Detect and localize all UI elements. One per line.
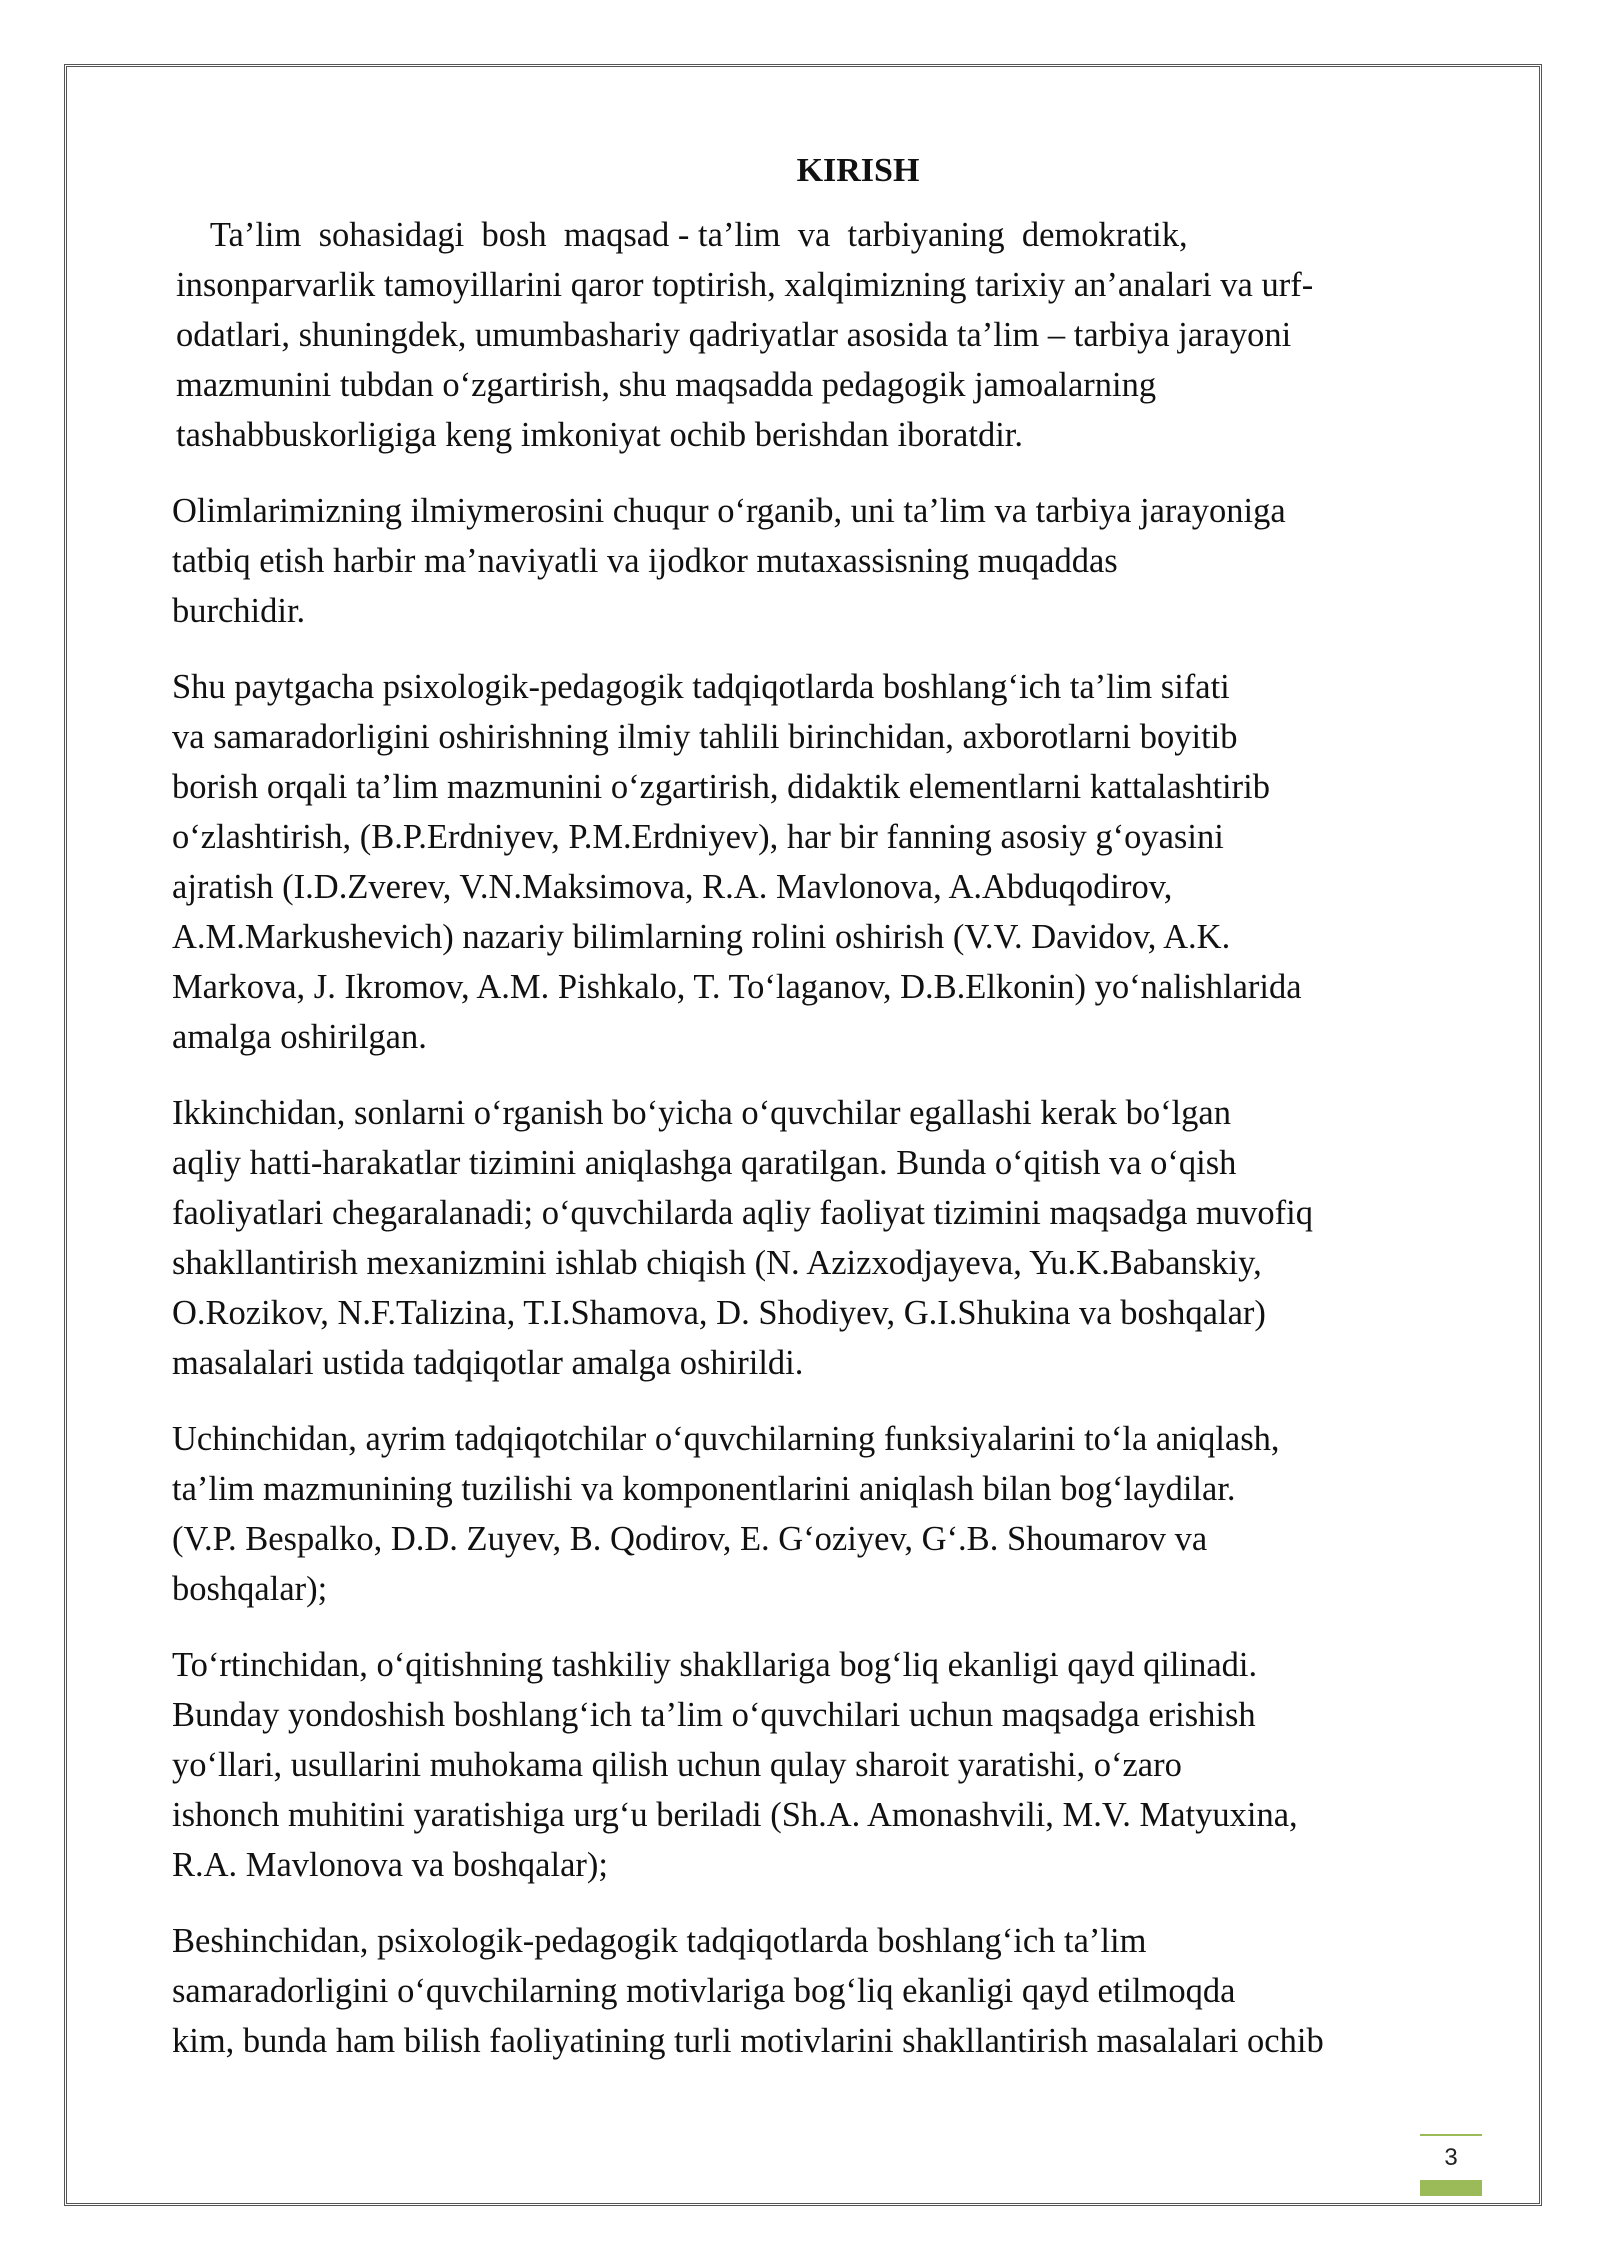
- text-line: borish orqali ta’lim mazmunini o‘zgartirish, didaktik elementlarni kattalashtirib: [172, 768, 1270, 806]
- text-line: amalga oshirilgan.: [172, 1018, 427, 1056]
- document-title: KIRISH: [796, 152, 920, 189]
- text-line: A.M.Markushevich) nazariy bilimlarning rolini oshirish (V.V. Davidov, A.K.: [172, 918, 1231, 956]
- page-number: 3: [1444, 2144, 1458, 2171]
- text-line: insonparvarlik tamoyillarini qaror toptirish, xalqimizning tarixiy an’analari va urf-: [176, 266, 1314, 304]
- document-body: [172, 152, 1448, 2092]
- text-line: Markova, J. Ikromov, A.M. Pishkalo, T. To‘laganov, D.B.Elkonin) yo‘nalishlarida: [172, 968, 1302, 1006]
- text-line: (V.P. Bespalko, D.D. Zuyev, B. Qodirov, E. G‘oziyev, G‘.B. Shoumarov va: [172, 1520, 1208, 1558]
- text-line: ta’lim mazmunining tuzilishi va komponentlarini aniqlash bilan bog‘laydilar.: [172, 1470, 1236, 1508]
- paragraph: [172, 1916, 1448, 2066]
- text-line: yo‘llari, usullarini muhokama qilish uchun qulay sharoit yaratishi, o‘zaro: [172, 1746, 1182, 1784]
- paragraph: [172, 662, 1448, 1062]
- text-line: odatlari, shuningdek, umumbashariy qadriyatlar asosida ta’lim – tarbiya jarayoni: [176, 316, 1292, 354]
- text-line: ishonch muhitini yaratishiga urg‘u beriladi (Sh.A. Amonashvili, M.V. Matyuxina,: [172, 1796, 1298, 1834]
- paragraph-intro: [172, 210, 1448, 460]
- text-line: boshqalar);: [172, 1570, 328, 1608]
- page-number-top-rule: [1420, 2134, 1482, 2136]
- text-line: R.A. Mavlonova va boshqalar);: [172, 1846, 608, 1884]
- paragraph: [172, 486, 1448, 636]
- text-line: To‘rtinchidan, o‘qitishning tashkiliy shakllariga bog‘liq ekanligi qayd qilinadi.: [172, 1646, 1258, 1684]
- text-line: faoliyatlari chegaralanadi; o‘quvchilarda aqliy faoliyat tizimini maqsadga muvofiq: [172, 1194, 1313, 1232]
- text-line: mazmunini tubdan o‘zgartirish, shu maqsadda pedagogik jamoalarning: [176, 366, 1157, 404]
- text-line: kim, bunda ham bilish faoliyatining turli motivlarini shakllantirish masalalari ochib: [172, 2022, 1324, 2060]
- paragraph: [172, 1640, 1448, 1890]
- text-line: o‘zlashtirish, (B.P.Erdniyev, P.M.Erdniyev), har bir fanning asosiy g‘oyasini: [172, 818, 1224, 856]
- text-line: O.Rozikov, N.F.Talizina, T.I.Shamova, D. Shodiyev, G.I.Shukina va boshqalar): [172, 1294, 1266, 1332]
- text-line: shakllantirish mexanizmini ishlab chiqish (N. Azizxodjayeva, Yu.K.Babanskiy,: [172, 1244, 1262, 1282]
- text-line: Bunday yondoshish boshlang‘ich ta’lim o‘quvchilari uchun maqsadga erishish: [172, 1696, 1256, 1734]
- text-line: Olimlarimizning ilmiymerosini chuqur o‘rganib, uni ta’lim va tarbiya jarayoniga: [172, 492, 1286, 530]
- text-line: masalalari ustida tadqiqotlar amalga oshirildi.: [172, 1344, 804, 1382]
- text-line: Ta’lim sohasidagi bosh maqsad - ta’lim va tarbiyaning demokratik,: [176, 216, 1188, 254]
- text-line: Uchinchidan, ayrim tadqiqotchilar o‘quvchilarning funksiyalarini to‘la aniqlash,: [172, 1420, 1280, 1458]
- text-line: ajratish (I.D.Zverev, V.N.Maksimova, R.A. Mavlonova, A.Abduqodirov,: [172, 868, 1173, 906]
- text-line: aqliy hatti-harakatlar tizimini aniqlashga qaratilgan. Bunda o‘qitish va o‘qish: [172, 1144, 1237, 1182]
- text-line: Beshinchidan, psixologik-pedagogik tadqiqotlarda boshlang‘ich ta’lim: [172, 1922, 1147, 1960]
- text-line: Shu paytgacha psixologik-pedagogik tadqiqotlarda boshlang‘ich ta’lim sifati: [172, 668, 1230, 706]
- text-line: tashabbuskorligiga keng imkoniyat ochib berishdan iboratdir.: [176, 416, 1024, 454]
- page-number-accent-bar: [1420, 2180, 1482, 2196]
- paragraph: [172, 1088, 1448, 1388]
- text-line: Ikkinchidan, sonlarni o‘rganish bo‘yicha o‘quvchilar egallashi kerak bo‘lgan: [172, 1094, 1231, 1132]
- text-line: samaradorligini o‘quvchilarning motivlariga bog‘liq ekanligi qayd etilmoqda: [172, 1972, 1236, 2010]
- paragraph: [172, 1414, 1448, 1614]
- text-line: va samaradorligini oshirishning ilmiy tahlili birinchidan, axborotlarni boyitib: [172, 718, 1238, 756]
- page-number-box: [1420, 2134, 1482, 2196]
- text-line: tatbiq etish harbir ma’naviyatli va ijodkor mutaxassisning muqaddas: [172, 542, 1118, 580]
- text-line: burchidir.: [172, 592, 306, 630]
